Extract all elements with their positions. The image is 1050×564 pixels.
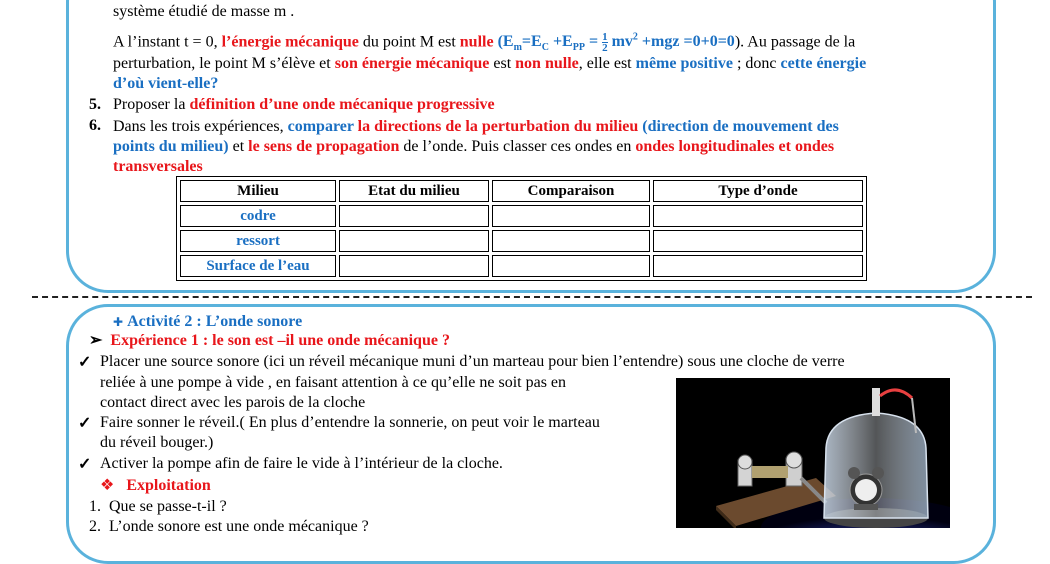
empty-cell[interactable] — [492, 255, 650, 277]
instruction-2-line1: Faire sonner le réveil.( En plus d’entendre la sonnerie, on peut voir le marteau — [100, 414, 600, 431]
header-etat: Etat du milieu — [339, 180, 489, 202]
table-row — [180, 230, 863, 252]
question-5: Proposer la définition d’une onde mécanique progressive — [113, 96, 495, 113]
row-label: ressort — [180, 230, 336, 252]
text-line: système étudié de masse m . — [113, 3, 295, 20]
instruction-1-line3: contact direct avec les parois de la cloche — [100, 394, 366, 411]
instruction-1-line1: Placer une source sonore (ici un réveil mécanique muni d’un marteau pour bien l’entendre) sous une cloche de verre — [100, 353, 845, 370]
exploitation-heading: ❖ Exploitation — [100, 477, 211, 494]
empty-cell[interactable] — [339, 205, 489, 227]
empty-cell[interactable] — [492, 230, 650, 252]
empty-cell[interactable] — [492, 205, 650, 227]
question-number: 5. — [89, 96, 101, 113]
exploit-question-2: 2. L’onde sonore est une onde mécanique ? — [89, 518, 369, 535]
question-6-line2: points du milieu) et le sens de propagation de l’onde. Puis classer ces ondes en ondes longitudinales et ondes — [113, 138, 835, 155]
section-divider — [32, 296, 1032, 298]
table-row — [180, 255, 863, 277]
row-label: codre — [180, 205, 336, 227]
table-row — [180, 205, 863, 227]
activity-heading: ✚ Activité 2 : L’onde sonore — [113, 313, 303, 330]
check-icon: ✓ — [78, 415, 92, 432]
empty-cell[interactable] — [653, 205, 863, 227]
paragraph-energy-line3: d’où vient-elle? — [113, 75, 219, 92]
instruction-3-line1: Activer la pompe afin de faire le vide à l’intérieur de la cloche. — [100, 455, 503, 472]
bell-jar-illustration — [676, 378, 950, 528]
experience-heading: ➢ Expérience 1 : le son est –il une onde mécanique ? — [89, 332, 450, 349]
bell-jar-photo — [676, 378, 950, 528]
header-comparaison: Comparaison — [492, 180, 650, 202]
header-milieu: Milieu — [180, 180, 336, 202]
table-header-row — [180, 180, 863, 202]
empty-cell[interactable] — [339, 230, 489, 252]
arrow-bullet-icon: ➢ — [89, 332, 103, 349]
header-type: Type d’onde — [653, 180, 863, 202]
empty-cell[interactable] — [653, 230, 863, 252]
exploit-question-1: 1. Que se passe-t-il ? — [89, 498, 227, 515]
classification-table — [176, 176, 867, 281]
plus-bullet-icon: ✚ — [113, 315, 124, 329]
instruction-1-line2: reliée à une pompe à vide , en faisant attention à ce qu’elle ne soit pas en — [100, 374, 567, 391]
question-6-line1: Dans les trois expériences, comparer la directions de la perturbation du milieu (direction de mouvement des — [113, 118, 839, 135]
paragraph-energy-line1: A l’instant t = 0, l’énergie mécanique du point M est nulle ($E_m=E_C +E_{PP}$ = $\frac{1}{2}$ $mv^2 +mgz =0+0=0$). Au passage de la — [113, 31, 856, 55]
row-label: Surface de l’eau — [180, 255, 336, 277]
fraction-half: $\frac{1}{2}$ — [602, 31, 608, 55]
check-icon: ✓ — [78, 456, 92, 473]
check-icon: ✓ — [78, 354, 92, 371]
empty-cell[interactable] — [339, 255, 489, 277]
question-6-line3: transversales — [113, 158, 203, 175]
paragraph-energy-line2: perturbation, le point M s’élève et son énergie mécanique est non nulle, elle est même positive ; donc cette énergie — [113, 55, 867, 72]
instruction-2-line2: du réveil bouger.) — [100, 434, 214, 451]
empty-cell[interactable] — [653, 255, 863, 277]
diamond-bullet-icon: ❖ — [100, 477, 115, 494]
question-number: 6. — [89, 117, 101, 134]
